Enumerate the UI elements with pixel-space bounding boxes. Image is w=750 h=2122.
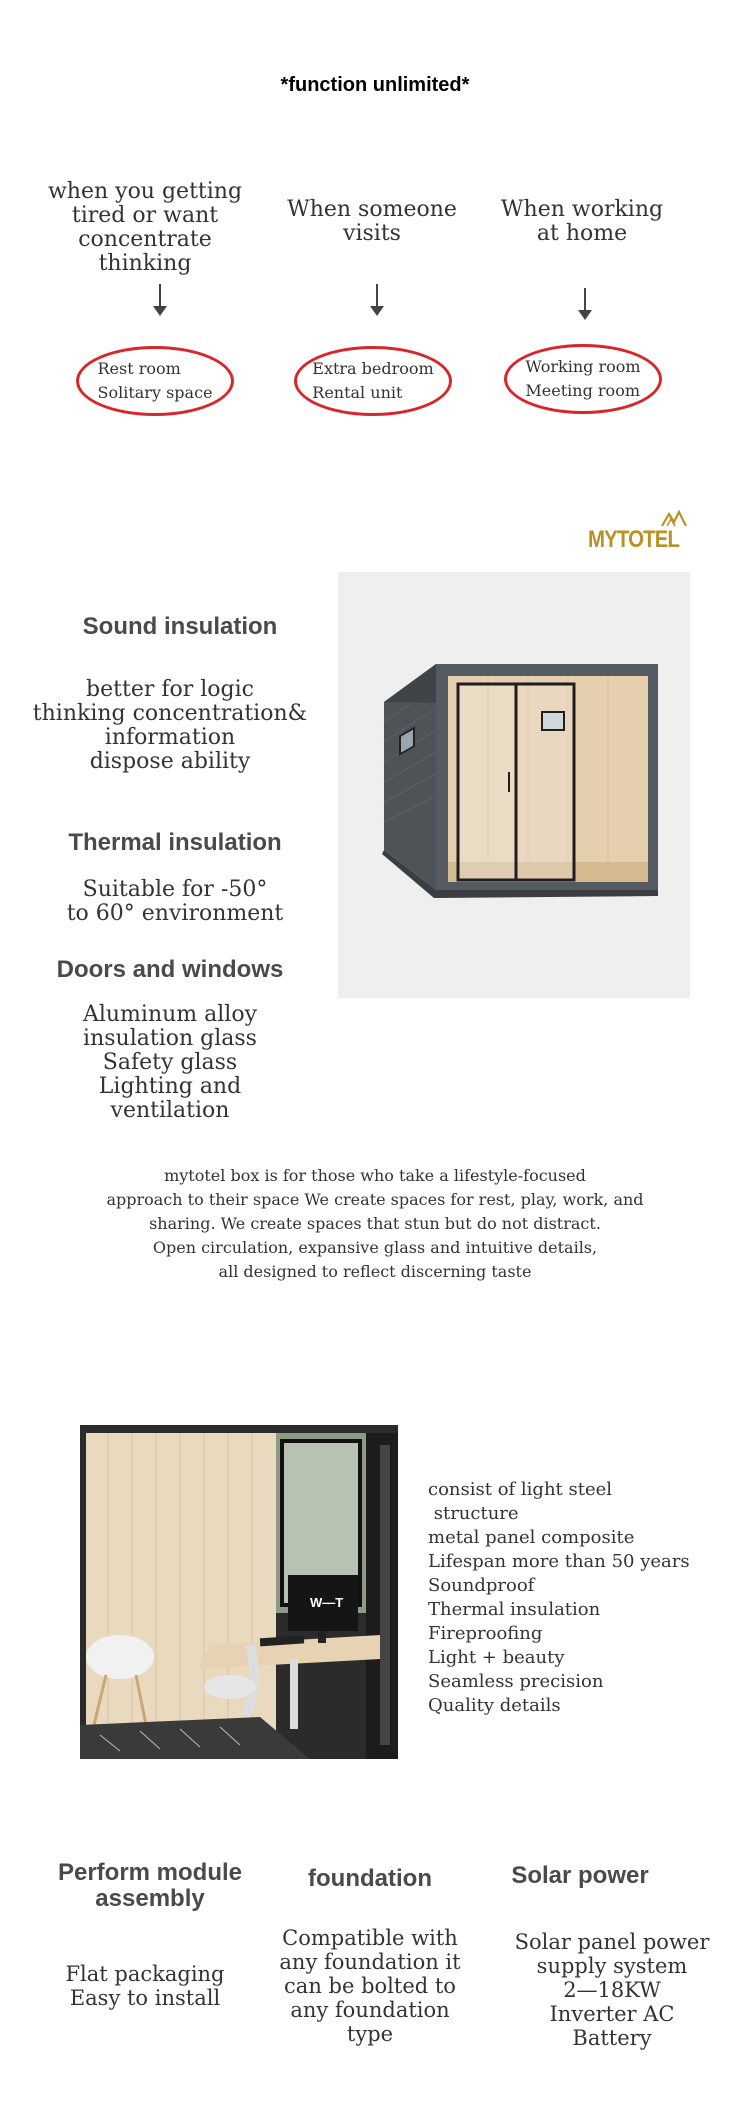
scenario-label-visit: When someone visits: [287, 197, 457, 246]
arrow-down-icon: [376, 284, 378, 314]
bottom-body-module: Flat packaging Easy to install: [65, 1962, 225, 2010]
scenario-label-work: When working at home: [500, 197, 664, 246]
feature-title-thermal: Thermal insulation: [68, 829, 282, 856]
feature-title-doors: Doors and windows: [56, 956, 284, 983]
bottom-title-foundation: foundation: [308, 1865, 432, 1892]
list-item: Thermal insulation: [428, 1599, 601, 1620]
bottom-title-module: Perform module assembly: [57, 1859, 243, 1912]
cabin-illustration: [338, 572, 690, 998]
bottom-title-solar: Solar power: [511, 1862, 649, 1889]
list-item: Seamless precision: [428, 1671, 604, 1692]
monitor-text: W—T: [310, 1595, 344, 1610]
use-ellipse-rest: [76, 346, 234, 416]
bottom-body-foundation: Compatible with any foundation it can be bolted to any foundation type: [279, 1926, 461, 2046]
use-label: Extra bedroom Rental unit: [312, 359, 434, 402]
page-title: *function unlimited*: [280, 74, 470, 96]
logo-text: MYTOTEL: [588, 526, 680, 553]
interior-illustration: [80, 1425, 398, 1759]
list-item: consist of light steel: [428, 1479, 613, 1500]
arrow-down-icon: [584, 288, 586, 318]
use-label: Working room Meeting room: [525, 357, 641, 400]
list-item: Quality details: [428, 1695, 561, 1716]
description-paragraph: mytotel box is for those who take a lifestyle-focused approach to their space We create spaces for rest, play, work, and sharing. We create spaces that stun but do not distract. Open circulation, expansive glass and intuitive details, all designed to reflect discerning taste: [106, 1166, 644, 1281]
bottom-body-solar: Solar panel power supply system 2—18KW Inverter AC Battery: [514, 1930, 710, 2050]
list-item: Lifespan more than 50 years: [428, 1551, 690, 1572]
list-item: Light + beauty: [428, 1647, 565, 1668]
use-ellipse-visit: [294, 346, 452, 416]
list-item: structure: [428, 1503, 519, 1524]
list-item: Fireproofing: [428, 1623, 543, 1644]
product-image-cabin: [338, 572, 690, 998]
brand-logo: [588, 506, 698, 554]
feature-body-sound: better for logic thinking concentration& information dispose ability: [32, 677, 308, 774]
list-item: Soundproof: [428, 1575, 535, 1596]
feature-title-sound: Sound insulation: [82, 613, 278, 640]
list-item: metal panel composite: [428, 1527, 635, 1548]
use-ellipse-work: [504, 344, 662, 414]
use-label: Rest room Solitary space: [97, 359, 213, 402]
scenario-label-rest: when you getting tired or want concentrate thinking: [47, 179, 243, 276]
arrow-down-icon: [159, 284, 161, 314]
interior-photo: [80, 1425, 398, 1759]
spec-list: [428, 1478, 690, 1718]
feature-body-doors: Aluminum alloy insulation glass Safety glass Lighting and ventilation: [82, 1002, 258, 1123]
feature-body-thermal: Suitable for -50° to 60° environment: [66, 877, 284, 926]
